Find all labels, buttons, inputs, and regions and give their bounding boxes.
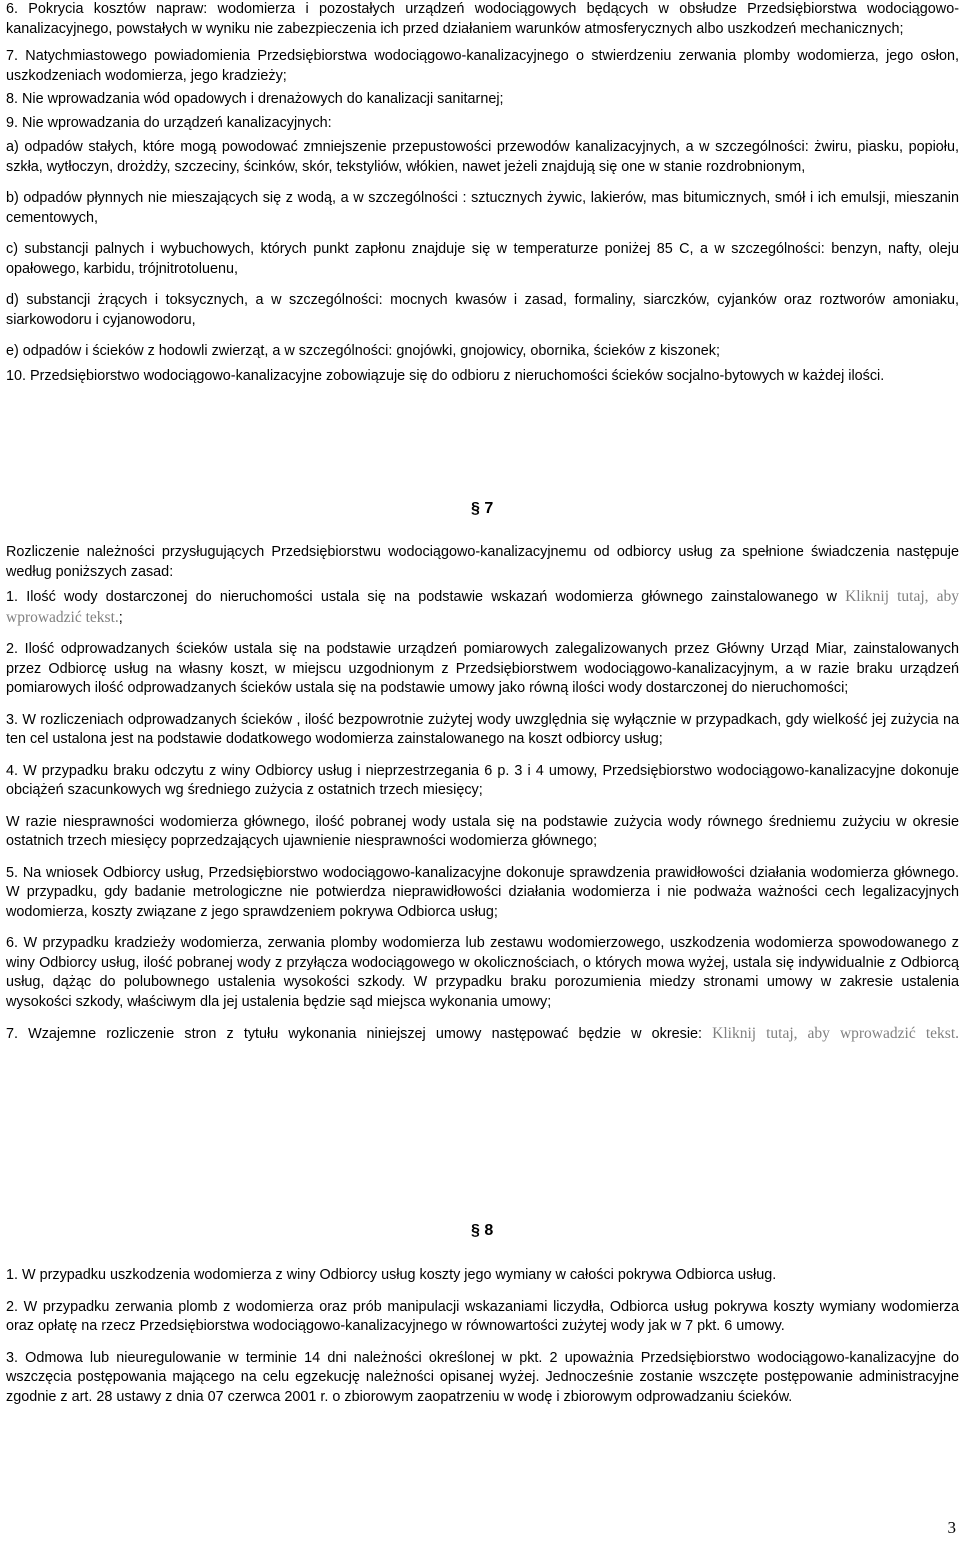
page-number: 3 bbox=[947, 1518, 956, 1537]
section-7-item-2: 2. Ilość odprowadzanych ścieków ustala się na podstawie urządzeń pomiarowych zalegalizowanych przez Główny Urząd Miar, zainstalowanych przez Odbiorcę usług na własny koszt, w miejscu uzgodnionym z Przedsiębiorstwem wodociągowo-kanalizacyjnym, a w razie braku urządzeń pomiarowych ilość odprowadzanych ścieków ustala się na podstawie umowy jako równą ilości wody dostarczonej do nieruchomości; bbox=[6, 641, 959, 696]
period-placeholder-field-end[interactable]: tekst. bbox=[925, 1025, 960, 1042]
item-9d: d) substancji żrących i toksycznych, a w szczególności: mocnych kwasów i zasad, formaliny, siarczków, cyjanków oraz roztworów amoniaku, siarkowodoru i cyjanowodoru, bbox=[6, 292, 959, 328]
period-placeholder-field[interactable]: Kliknij tutaj, aby wprowadzić bbox=[712, 1025, 916, 1042]
section-7-body bbox=[6, 543, 959, 1048]
section-8-item-1: 1. W przypadku uszkodzenia wodomierza z winy Odbiorcy usług koszty jego wymiany w całości pokrywa Odbiorca usług. bbox=[6, 1267, 777, 1283]
section-8-heading bbox=[471, 1221, 493, 1241]
section-8-item-2: 2. W przypadku zerwania plomb z wodomierza oraz prób manipulacji wskazaniami liczydła, Odbiorca usług pokrywa koszty wymiany wodomierza oraz opłatę na rzecz Przedsiębiorstwa wodociągowo-kanalizacyjnego w równowartości zużytej wody jak w 7 pkt. 6 umowy. bbox=[6, 1298, 959, 1334]
section-7-item-7-text: 7. Wzajemne rozliczenie stron z tytułu wykonania niniejszej umowy następować będzie w okresie: bbox=[6, 1026, 703, 1042]
section-7-item-4: 4. W przypadku braku odczytu z winy Odbiorcy usług i nieprzestrzegania 6 p. 3 i 4 umowy, Przedsiębiorstwo wodociągowo-kanalizacyjne dokonuje obciążeń szacunkowych wg średniego zużycia z ostatnich trzech miesięcy; bbox=[6, 762, 959, 798]
item-7: 7. Natychmiastowego powiadomienia Przedsiębiorstwa wodociągowo-kanalizacyjnego o stwierdzeniu zerwania plomby wodomierza, jego osłon, uszkodzeniach wodomierza, jego kradzieży; bbox=[6, 48, 959, 84]
section-7-item-1 bbox=[6, 587, 959, 628]
section-7-item-3: 3. W rozliczeniach odprowadzanych ścieków , ilość bezpowrotnie zużytej wody uwzględnia się wyłącznie w przypadkach, gdy wielkość jej zużycia na ten cel ustalona jest na podstawie dodatkowego wodomierza zainstalowanego na koszt odbiorcy usług; bbox=[6, 711, 959, 747]
section-7-item-1-end: ; bbox=[118, 609, 123, 626]
item-9: 9. Nie wprowadzania do urządzeń kanalizacyjnych: bbox=[6, 114, 332, 131]
item-9a: a) odpadów stałych, które mogą powodować zmniejszenie przepustowości przewodów kanalizacyjnych, a w szczególności: żwiru, piasku, popiołu, szkła, wytłoczyn, drożdży, szczeciny, ścinków, skór, tekstyliów, włókien, nawet jeżeli znajdują się one w stanie rozdrobnionym, bbox=[6, 139, 959, 175]
text-placeholder-field[interactable]: Kliknij tutaj, aby wprowadzić tekst. bbox=[6, 588, 959, 626]
section-7-item-1-text: 1. Ilość wody dostarczonej do nieruchomości ustala się na podstawie wskazań wodomierza głównego zainstalowanego w bbox=[6, 589, 837, 605]
item-8: 8. Nie wprowadzania wód opadowych i drenażowych do kanalizacji sanitarnej; bbox=[6, 91, 504, 107]
section-7-item-6: 6. W przypadku kradzieży wodomierza, zerwania plomby wodomierza lub zestawu wodomierzowego, uszkodzenia wodomierza spowodowanego z winy Odbiorcy usług, ilość pobranej wody z przyłącza wodociągowego w okolicznościach, o których mowa wyżej, ustala się indywidualnie z Odbiorcą usług, dążąc do polubownego ustalenia wysokości szkody. W przypadku braku porozumienia miedzy stronami umowy w zakresie ustalenia wysokości szkody, właściwym dla jej ustalenia będzie sąd miejsca wykonania umowy; bbox=[6, 935, 959, 1010]
section-7-item-4b: W razie niesprawności wodomierza głównego, ilość pobranej wody ustala się na podstawie zużycia wody równego średniemu zużyciu w okresie ostatnich trzech miesięcy poprzedzających ujawnienie niesprawności wodomierza głównego; bbox=[6, 813, 959, 849]
section-8-number: 8 bbox=[484, 1222, 494, 1239]
obligations-list bbox=[6, 0, 959, 389]
section-7-item-7 bbox=[6, 1024, 959, 1045]
section-sign-icon: § bbox=[471, 500, 480, 517]
item-9c: c) substancji palnych i wybuchowych, których punkt zapłonu znajduje się w temperaturze poniżej 85 C, a w szczególności: benzyn, nafty, oleju opałowego, karbidu, trójnitrotoluenu, bbox=[6, 241, 959, 277]
section-8-item-3: 3. Odmowa lub nieuregulowanie w terminie 14 dni należności określonej w pkt. 2 upoważnia Przedsiębiorstwo wodociągowo-kanalizacyjne do wszczęcia postępowania mającego na celu egzekucję należności opisanej wyżej. Jednocześnie zostanie wszczęte postępowanie administracyjne zgodnie z art. 28 ustawy z dnia 07 czerwca 2001 r. o zbiorowym zaopatrzeniu w wodę i zbiorowym odprowadzaniu ścieków. bbox=[6, 1349, 959, 1405]
section-8-body bbox=[6, 1266, 959, 1410]
section-7-intro: Rozliczenie należności przysługujących Przedsiębiorstwu wodociągowo-kanalizacyjnemu od odbiorcy usług za spełnione świadczenia następuje według poniższych zasad: bbox=[6, 544, 959, 580]
section-7-item-5: 5. Na wniosek Odbiorcy usług, Przedsiębiorstwo wodociągowo-kanalizacyjne dokonuje sprawdzenia prawidłowości działania wodomierza głównego. W przypadku, gdy badanie metrologiczne nie potwierdza nieprawidłowości działania wodomierza i nie podważa ważności cech legalizacyjnych wodomierza, koszty związane z jego sprawdzeniem pokrywa Odbiorca usług; bbox=[6, 864, 959, 920]
item-10: 10. Przedsiębiorstwo wodociągowo-kanalizacyjne zobowiązuje się do odbioru z nieruchomości ścieków socjalno-bytowych w każdej ilości. bbox=[6, 367, 885, 384]
item-9b: b) odpadów płynnych nie mieszających się z wodą, a w szczególności : sztucznych żywic, lakierów, mas bitumicznych, smół i ich emulsji, mieszanin cementowych, bbox=[6, 190, 959, 226]
section-7-number: 7 bbox=[484, 500, 494, 517]
item-9e: e) odpadów i ścieków z hodowli zwierząt, a w szczególności: gnojówki, gnojowicy, obornika, ścieków z kiszonek; bbox=[6, 343, 720, 359]
item-6: 6. Pokrycia kosztów napraw: wodomierza i pozostałych urządzeń wodociągowych będących w obsłudze Przedsiębiorstwa wodociągowo-kanalizacyjnego, powstałych w wyniku nie zabezpieczenia ich przed działaniem warunków atmosferycznych albo uszkodzeń mechanicznych; bbox=[6, 1, 959, 37]
section-sign-icon: § bbox=[471, 1222, 480, 1239]
section-7-heading bbox=[471, 499, 493, 519]
